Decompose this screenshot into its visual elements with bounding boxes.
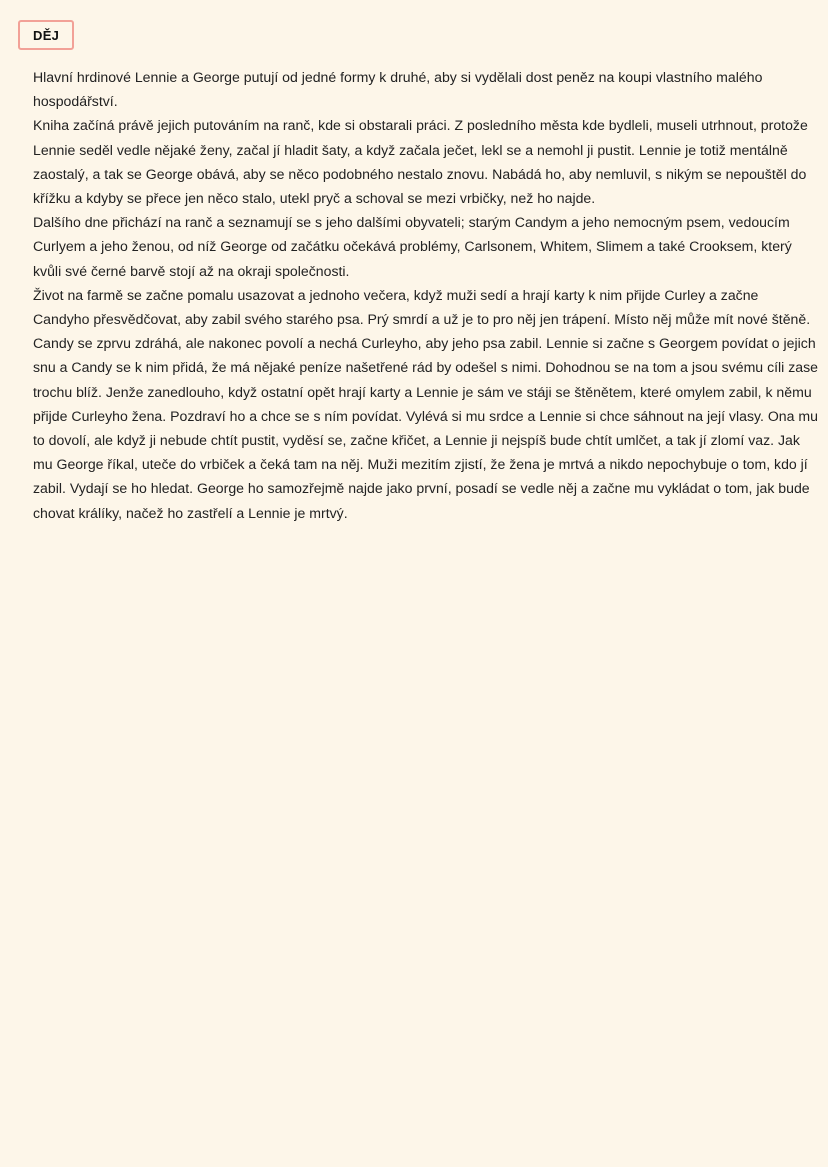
paragraph: Hlavní hrdinové Lennie a George putují od jedné formy k druhé, aby si vydělali dost peněz na koupi vlastního malého hospodářství.: [33, 69, 763, 110]
section-heading-text: DĚJ: [33, 27, 60, 43]
section-heading: [18, 20, 74, 50]
paragraph: Kniha začíná právě jejich putováním na ranč, kde si obstarali práci. Z posledního města kde bydleli, museli utrhnout, protože Lennie seděl vedle nějaké ženy, začal jí hladit šaty, a když začala ječet, lekl se a nemohl ji pustit. Lennie je totiž mentálně zaostalý, a tak se George obává, aby se něco podobného nestalo znovu. Nabádá ho, aby nemluvil, s nikým se nepouštěl do křížku a kdyby se přece jen něco stalo, utekl pryč a schoval se mezi vrbičky, než ho najde.: [33, 117, 808, 207]
paragraph: Dalšího dne přichází na ranč a seznamují se s jeho dalšími obyvateli; starým Candym a jeho nemocným psem, vedoucím Curlyem a jeho ženou, od níž George od začátku očekává problémy, Carlsonem, Whitem, Slimem a také Crooksem, který kvůli své černé barvě stojí až na okraji společnosti.: [33, 214, 792, 279]
body-text: [33, 65, 818, 525]
paragraph: Život na farmě se začne pomalu usazovat a jednoho večera, když muži sedí a hrají karty k nim přijde Curley a začne Candyho přesvědčovat, aby zabil svého starého psa. Prý smrdí a už je to pro něj jen trápení. Místo něj může mít nové štěně. Candy se zprvu zdráhá, ale nakonec povolí a nechá Curleyho, aby jeho psa zabil. Lennie si začne s Georgem povídat o jejich snu a Candy se k nim přidá, že má nějaké peníze našetřené rád by odešel s nimi. Dohodnou se na tom a jsou svému cíli zase trochu blíž. Jenže zanedlouho, když ostatní opět hrají karty a Lennie je sám ve stáji se štěnětem, které omylem zabil, k němu přijde Curleyho žena. Pozdraví ho a chce se s ním povídat. Vylévá si mu srdce a Lennie si chce sáhnout na její vlasy. Ona mu to dovolí, ale když ji nebude chtít pustit, vyděsí se, začne křičet, a Lennie ji nejspíš bude chtít umlčet, a tak jí zlomí vaz. Jak mu George říkal, uteče do vrbiček a čeká tam na něj. Muži mezitím zjistí, že žena je mrtvá a nikdo nepochybuje o tom, kdo jí zabil. Vydají se ho hledat. George ho samozřejmě najde jako první, posadí se vedle něj a začne mu vykládat o tom, jak bude chovat králíky, načež ho zastřelí a Lennie je mrtvý.: [33, 286, 818, 521]
